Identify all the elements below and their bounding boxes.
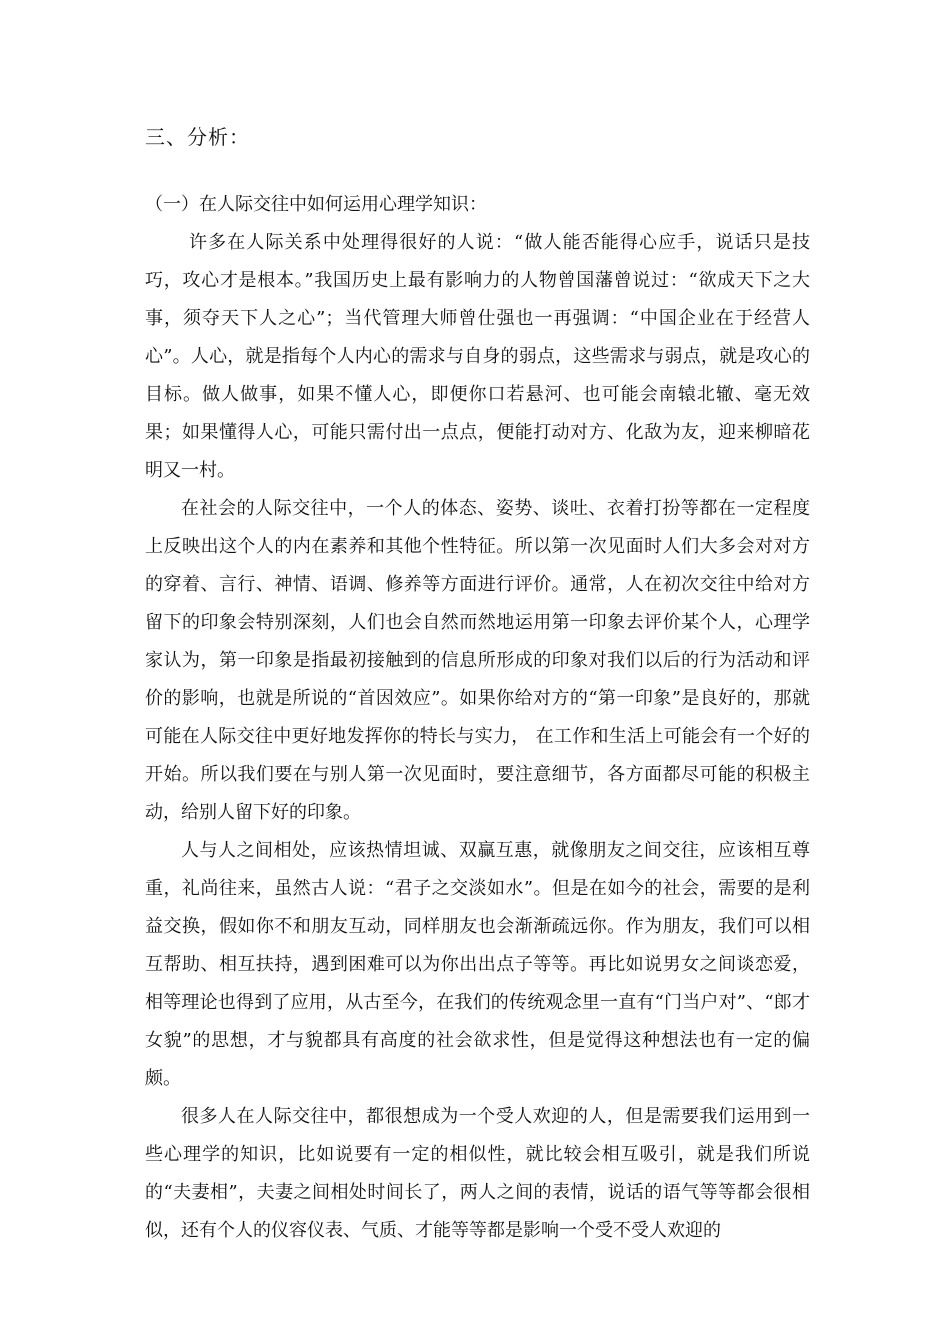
section-title: 三、分析： (145, 125, 250, 149)
paragraph-4: 很多人在人际交往中，都很想成为一个受人欢迎的人，但是需要我们运用到一些心理学的知识，比如说要有一定的相似性，就比较会相互吸引，就是我们所说的“夫妻相”，夫妻之间相处时间长了，两人之间的表情，说话的语气等等都会很相似，还有个人的仪容仪表、气质、才能等等都是影响一个受不受人欢迎的 (145, 1106, 810, 1241)
paragraph-1: 许多在人际关系中处理得很好的人说：“做人能否能得心应手，说话只是技巧，攻心才是根本。”我国历史上最有影响力的人物曾国藩曾说过：“欲成天下之大事，须夺天下人之心”；当代管理大师曾仕强也一再强调：“中国企业在于经营人心”。人心，就是指每个人内心的需求与自身的弱点，这些需求与弱点，就是攻心的目标。做人做事，如果不懂人心，即便你口若悬河、也可能会南辕北辙、毫无效果；如果懂得人心，可能只需付出一点点，便能打动对方、化敌为友，迎来柳暗花明又一村。 (145, 232, 810, 481)
document-body (145, 224, 810, 1250)
paragraph-2: 在社会的人际交往中，一个人的体态、姿势、谈吐、衣着打扮等都在一定程度上反映出这个人的内在素养和其他个性特征。所以第一次见面时人们大多会对对方的穿着、言行、神情、语调、修养等方面进行评价。通常，人在初次交往中给对方留下的印象会特别深刻，人们也会自然而然地运用第一印象去评价某个人，心理学家认为，第一印象是指最初接触到的信息所形成的印象对我们以后的行为活动和评价的影响，也就是所说的“首因效应”。如果你给对方的“第一印象”是良好的，那就可能在人际交往中更好地发挥你的特长与实力， 在工作和生活上可能会有一个好的开始。所以我们要在与别人第一次见面时，要注意细节，各方面都尽可能的积极主动，给别人留下好的印象。 (145, 498, 810, 823)
subsection-title: （一）在人际交往中如何运用心理学知识： (145, 194, 487, 215)
paragraph-3: 人与人之间相处，应该热情坦诚、双赢互惠，就像朋友之间交往，应该相互尊重，礼尚往来，虽然古人说：“君子之交淡如水”。但是在如今的社会，需要的是利益交换，假如你不和朋友互动，同样朋友也会渐渐疏远你。作为朋友，我们可以相互帮助、相互扶持，遇到困难可以为你出出点子等等。再比如说男女之间谈恋爱，相等理论也得到了应用，从古至今，在我们的传统观念里一直有“门当户对”、“郎才女貌”的思想，才与貌都具有高度的社会欲求性，但是觉得这种想法也有一定的偏颇。 (145, 840, 810, 1089)
